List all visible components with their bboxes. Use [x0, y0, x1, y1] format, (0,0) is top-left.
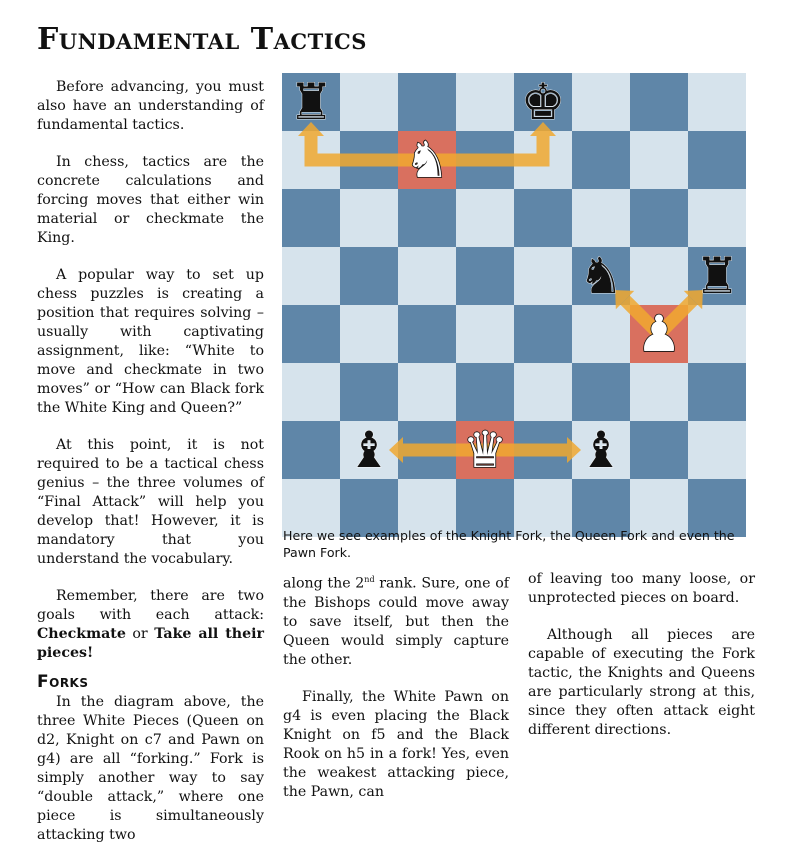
square-a4 — [282, 305, 340, 363]
piece-g4-icon: ♟ — [636, 305, 682, 363]
square-a3 — [282, 363, 340, 421]
square-c4 — [398, 305, 456, 363]
ordinal-suffix: nd — [364, 575, 375, 584]
goal-checkmate: Checkmate — [37, 626, 126, 642]
queen-fork-text-b: rank. Sure, one of the Bishops could move away to save itself, but then the Queen would simply capture the other. — [283, 575, 510, 668]
piece-e8-icon: ♚ — [520, 73, 566, 131]
square-b5 — [340, 247, 398, 305]
square-h7 — [688, 131, 746, 189]
square-b4 — [340, 305, 398, 363]
paragraph-strong-forkers: Although all pieces are capable of executing the Fork tactic, the Knights and Queens are particularly strong at this, since they often attack eight different directions. — [528, 627, 755, 738]
paragraph-tactics-definition: In chess, tactics are the concrete calculations and forcing moves that either win material or checkmate the King. — [37, 154, 264, 246]
paragraph-puzzles: A popular way to set up chess puzzles is creating a position that requires solving – usually with captivating assignment, like: “White to move and checkmate in two moves” or “How can Black fork the White King and Queen?” — [37, 267, 264, 416]
chess-diagram — [282, 73, 746, 537]
paragraph-intro: Before advancing, you must also have an understanding of fundamental tactics. — [37, 79, 264, 133]
paragraph-loose-pieces: of leaving too many loose, or unprotected pieces on board. — [528, 571, 755, 606]
piece-f5-icon: ♞ — [578, 247, 624, 305]
square-e6 — [514, 189, 572, 247]
square-f3 — [572, 363, 630, 421]
paragraph-forks: In the diagram above, the three White Pieces (Queen on d2, Knight on c7 and Pawn on g4) are all “forking.” Fork is simply another way to say “double attack,” where one piece is simultaneously attacking two — [37, 694, 264, 843]
chess-board — [282, 73, 746, 537]
page-title: Fundamental Tactics — [37, 22, 367, 57]
piece-d2-icon: ♛ — [462, 421, 508, 479]
square-f8 — [572, 73, 630, 131]
square-f4 — [572, 305, 630, 363]
text-column-left — [37, 78, 264, 863]
square-d6 — [456, 189, 514, 247]
square-b6 — [340, 189, 398, 247]
square-c5 — [398, 247, 456, 305]
square-h2 — [688, 421, 746, 479]
paragraph-goals — [37, 587, 264, 663]
section-heading-forks: Forks — [37, 672, 89, 692]
queen-fork-text-a: along the 2 — [283, 575, 365, 592]
paragraph-queen-fork — [283, 570, 509, 670]
goal-take-pieces: Take all their pieces! — [37, 626, 264, 661]
square-d8 — [456, 73, 514, 131]
square-a2 — [282, 421, 340, 479]
piece-c7-icon: ♞ — [404, 131, 450, 189]
square-d3 — [456, 363, 514, 421]
square-b8 — [340, 73, 398, 131]
square-h6 — [688, 189, 746, 247]
piece-a8-icon: ♜ — [288, 73, 334, 131]
paragraph-pawn-fork: Finally, the White Pawn on g4 is even placing the Black Knight on f5 and the Black Rook on h5 in a fork! Yes, even the weakest attacking piece, the Pawn, can — [283, 688, 509, 800]
square-g7 — [630, 131, 688, 189]
square-c3 — [398, 363, 456, 421]
text-column-right — [528, 570, 755, 758]
square-e4 — [514, 305, 572, 363]
square-e3 — [514, 363, 572, 421]
square-g3 — [630, 363, 688, 421]
square-c6 — [398, 189, 456, 247]
square-g2 — [630, 421, 688, 479]
goals-text: Remember, there are two goals with each attack: — [37, 588, 264, 623]
square-c8 — [398, 73, 456, 131]
square-h4 — [688, 305, 746, 363]
text-column-middle — [283, 570, 509, 820]
square-e5 — [514, 247, 572, 305]
paragraph-vocabulary: At this point, it is not required to be a tactical chess genius – the three volumes of “Final Attack” will help you develop that! However, it is mandatory that you understand the vocabulary. — [37, 437, 264, 567]
goals-or: or — [125, 626, 155, 642]
piece-f2-icon: ♝ — [578, 421, 624, 479]
square-a5 — [282, 247, 340, 305]
square-f7 — [572, 131, 630, 189]
square-a6 — [282, 189, 340, 247]
square-g6 — [630, 189, 688, 247]
diagram-caption: Here we see examples of the Knight Fork, the Queen Fork and even the Pawn Fork. — [283, 528, 735, 560]
square-h8 — [688, 73, 746, 131]
square-f6 — [572, 189, 630, 247]
square-g5 — [630, 247, 688, 305]
square-d5 — [456, 247, 514, 305]
square-h3 — [688, 363, 746, 421]
piece-b2-icon: ♝ — [346, 421, 392, 479]
square-g8 — [630, 73, 688, 131]
square-b3 — [340, 363, 398, 421]
piece-h5-icon: ♜ — [694, 247, 740, 305]
square-d4 — [456, 305, 514, 363]
